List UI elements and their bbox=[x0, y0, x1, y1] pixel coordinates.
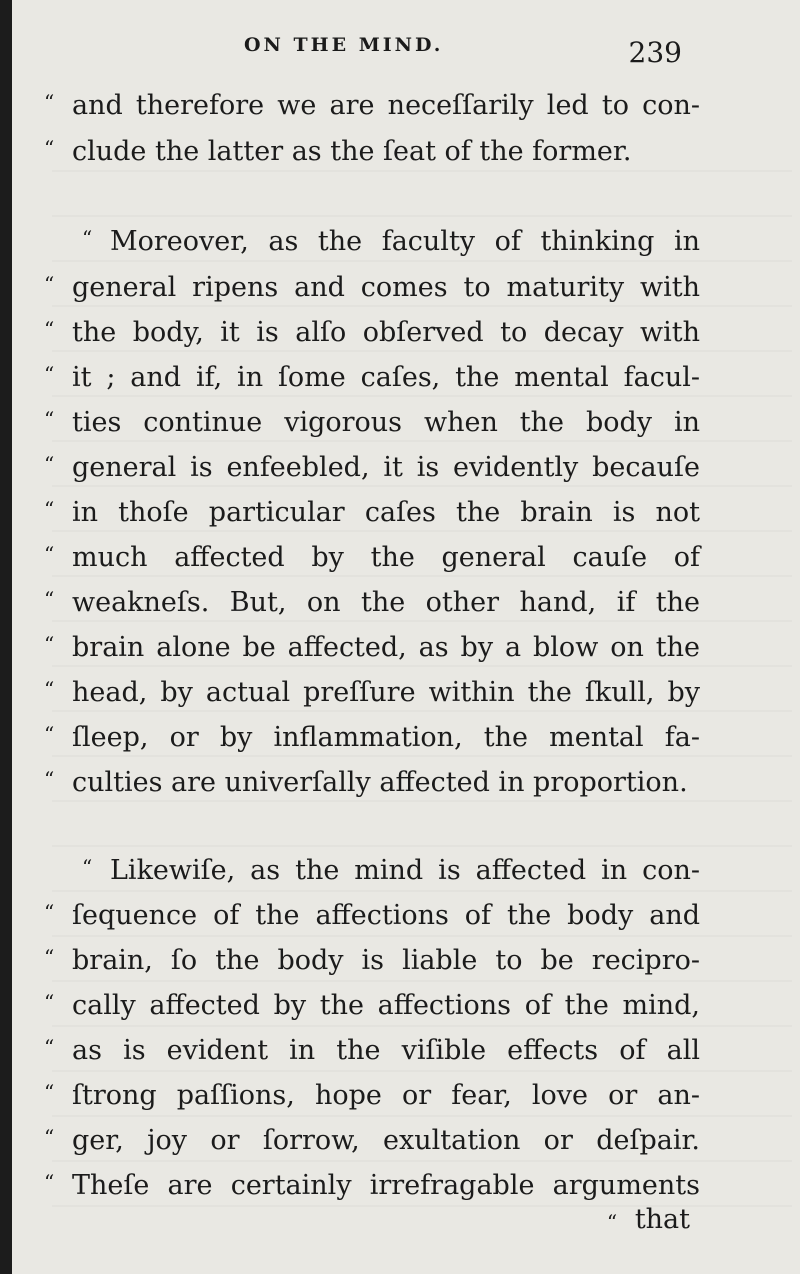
text-line: “ and therefore we are neceſſarily led to con- bbox=[44, 84, 700, 128]
quote-mark: “ bbox=[44, 362, 55, 386]
text-line: “ ties continue vigorous when the body in bbox=[44, 401, 700, 445]
quote-mark: “ bbox=[44, 317, 55, 341]
quote-mark: “ bbox=[82, 855, 93, 879]
text-line: “ ger, joy or ſorrow, exultation or deſpair. bbox=[44, 1119, 700, 1163]
text-line: “ much affected by the general cauſe of bbox=[44, 536, 700, 580]
quote-mark: “ bbox=[44, 90, 55, 114]
catchword: “ that bbox=[607, 1204, 690, 1240]
quote-mark: “ bbox=[44, 1080, 55, 1104]
quote-mark: “ bbox=[44, 632, 55, 656]
text-line: “ the body, it is alſo obſerved to decay with bbox=[44, 311, 700, 355]
text-line: “ general ripens and comes to maturity with bbox=[44, 266, 700, 310]
text-line: “ brain alone be affected, as by a blow on the bbox=[44, 626, 700, 670]
text-line: “ general is enfeebled, it is evidently becauſe bbox=[44, 446, 700, 490]
quote-mark: “ bbox=[82, 226, 93, 250]
text-line: “ it ; and if, in ſome caſes, the mental facul- bbox=[44, 356, 700, 400]
quote-mark: “ bbox=[44, 136, 55, 160]
quote-mark: “ bbox=[44, 1170, 55, 1194]
text-line: “ cally affected by the affections of the mind, bbox=[44, 984, 700, 1028]
text-line: “ in thoſe particular caſes the brain is not bbox=[44, 491, 700, 535]
quote-mark: “ bbox=[44, 722, 55, 746]
text-line: “ Likewiſe, as the mind is affected in con- bbox=[44, 849, 700, 893]
quote-mark: “ bbox=[44, 1125, 55, 1149]
text-line: “ brain, ſo the body is liable to be recipro- bbox=[44, 939, 700, 983]
page-number: 239 bbox=[628, 36, 682, 69]
quote-mark: “ bbox=[44, 767, 55, 791]
book-page bbox=[12, 0, 800, 1274]
quote-mark: “ bbox=[44, 677, 55, 701]
text-line: “ ſequence of the affections of the body and bbox=[44, 894, 700, 938]
quote-mark: “ bbox=[44, 542, 55, 566]
quote-mark: “ bbox=[44, 990, 55, 1014]
text-line: “ culties are univerſally affected in proportion. bbox=[44, 761, 700, 805]
text-line: “ Moreover, as the faculty of thinking in bbox=[44, 220, 700, 264]
quote-mark: “ bbox=[44, 407, 55, 431]
running-head: ON THE MIND. bbox=[244, 34, 444, 56]
text-line: “ Theſe are certainly irrefragable arguments bbox=[44, 1164, 700, 1208]
quote-mark: “ bbox=[44, 900, 55, 924]
quote-mark: “ bbox=[606, 1210, 618, 1234]
text-line: “ clude the latter as the ſeat of the former. bbox=[44, 130, 700, 174]
quote-mark: “ bbox=[44, 587, 55, 611]
quote-mark: “ bbox=[44, 497, 55, 521]
text-line: “ as is evident in the viſible effects of all bbox=[44, 1029, 700, 1073]
quote-mark: “ bbox=[44, 272, 55, 296]
quote-mark: “ bbox=[44, 452, 55, 476]
quote-mark: “ bbox=[44, 945, 55, 969]
text-line: “ weakneſs. But, on the other hand, if the bbox=[44, 581, 700, 625]
quote-mark: “ bbox=[44, 1035, 55, 1059]
text-line: “ ſtrong paſſions, hope or fear, love or an- bbox=[44, 1074, 700, 1118]
text-line: “ head, by actual preſſure within the ſkull, by bbox=[44, 671, 700, 715]
text-line: “ ſleep, or by inflammation, the mental fa- bbox=[44, 716, 700, 760]
